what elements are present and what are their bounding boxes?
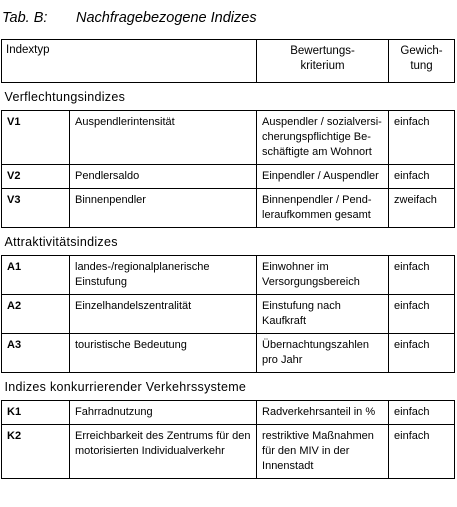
header-indextyp: Indextyp [2,40,257,83]
index-weight: einfach [389,425,455,479]
table-row [2,401,455,425]
index-weight: einfach [389,256,455,295]
index-id: K2 [2,425,70,479]
caption-title: Nachfragebezogene Indizes [76,10,257,26]
table-row [2,334,455,373]
caption-label: Tab. B: [2,10,48,26]
section-row [2,378,455,396]
indices-table [1,39,455,479]
table-row [2,111,455,165]
index-criterion: Einpendler / Auspendler [257,165,389,189]
index-id: A1 [2,256,70,295]
index-name: Einzelhandelszentralität [70,295,257,334]
index-name: Fahrradnutzung [70,401,257,425]
index-name: Binnenpendler [70,189,257,228]
index-criterion: Binnenpendler / Pend-leraufkommen gesamt [257,189,389,228]
index-weight: einfach [389,111,455,165]
index-name: Auspendlerintensität [70,111,257,165]
index-criterion: Einstufung nach Kaufkraft [257,295,389,334]
index-id: A2 [2,295,70,334]
header-gewichtung-line2: tung [410,60,433,72]
index-id: V1 [2,111,70,165]
section-row [2,233,455,251]
table-row [2,165,455,189]
header-kriterium [257,40,389,83]
table-caption [2,10,257,26]
index-criterion: restriktive Maßnahmen für den MIV in der Innenstadt [257,425,389,479]
table-header-row [2,40,455,83]
section-title: Attraktivitätsindizes [4,235,118,249]
table-row [2,256,455,295]
header-gewichtung-line1: Gewich- [400,45,443,57]
index-criterion: Einwohner im Versorgungsbereich [257,256,389,295]
index-id: V2 [2,165,70,189]
table-row [2,425,455,479]
table-row [2,189,455,228]
index-id: A3 [2,334,70,373]
index-weight: zweifach [389,189,455,228]
header-gewichtung [389,40,455,83]
header-kriterium-line1: Bewertungs- [290,45,355,57]
section-title: Verflechtungsindizes [4,90,126,104]
index-weight: einfach [389,334,455,373]
table-row [2,295,455,334]
index-weight: einfach [389,295,455,334]
index-criterion: Auspendler / sozialversi-cherungspflichtige Be-schäftigte am Wohnort [257,111,389,165]
index-name: landes-/regionalplanerische Einstufung [70,256,257,295]
header-kriterium-line2: kriterium [300,60,345,72]
section-row [2,88,455,106]
index-criterion: Übernachtungszahlen pro Jahr [257,334,389,373]
section-title: Indizes konkurrierender Verkehrssysteme [4,380,247,394]
index-name: Erreichbarkeit des Zentrums für den motorisierten Individualverkehr [70,425,257,479]
index-id: K1 [2,401,70,425]
index-criterion: Radverkehrsanteil in % [257,401,389,425]
index-name: touristische Bedeutung [70,334,257,373]
index-name: Pendlersaldo [70,165,257,189]
index-weight: einfach [389,401,455,425]
index-weight: einfach [389,165,455,189]
index-id: V3 [2,189,70,228]
